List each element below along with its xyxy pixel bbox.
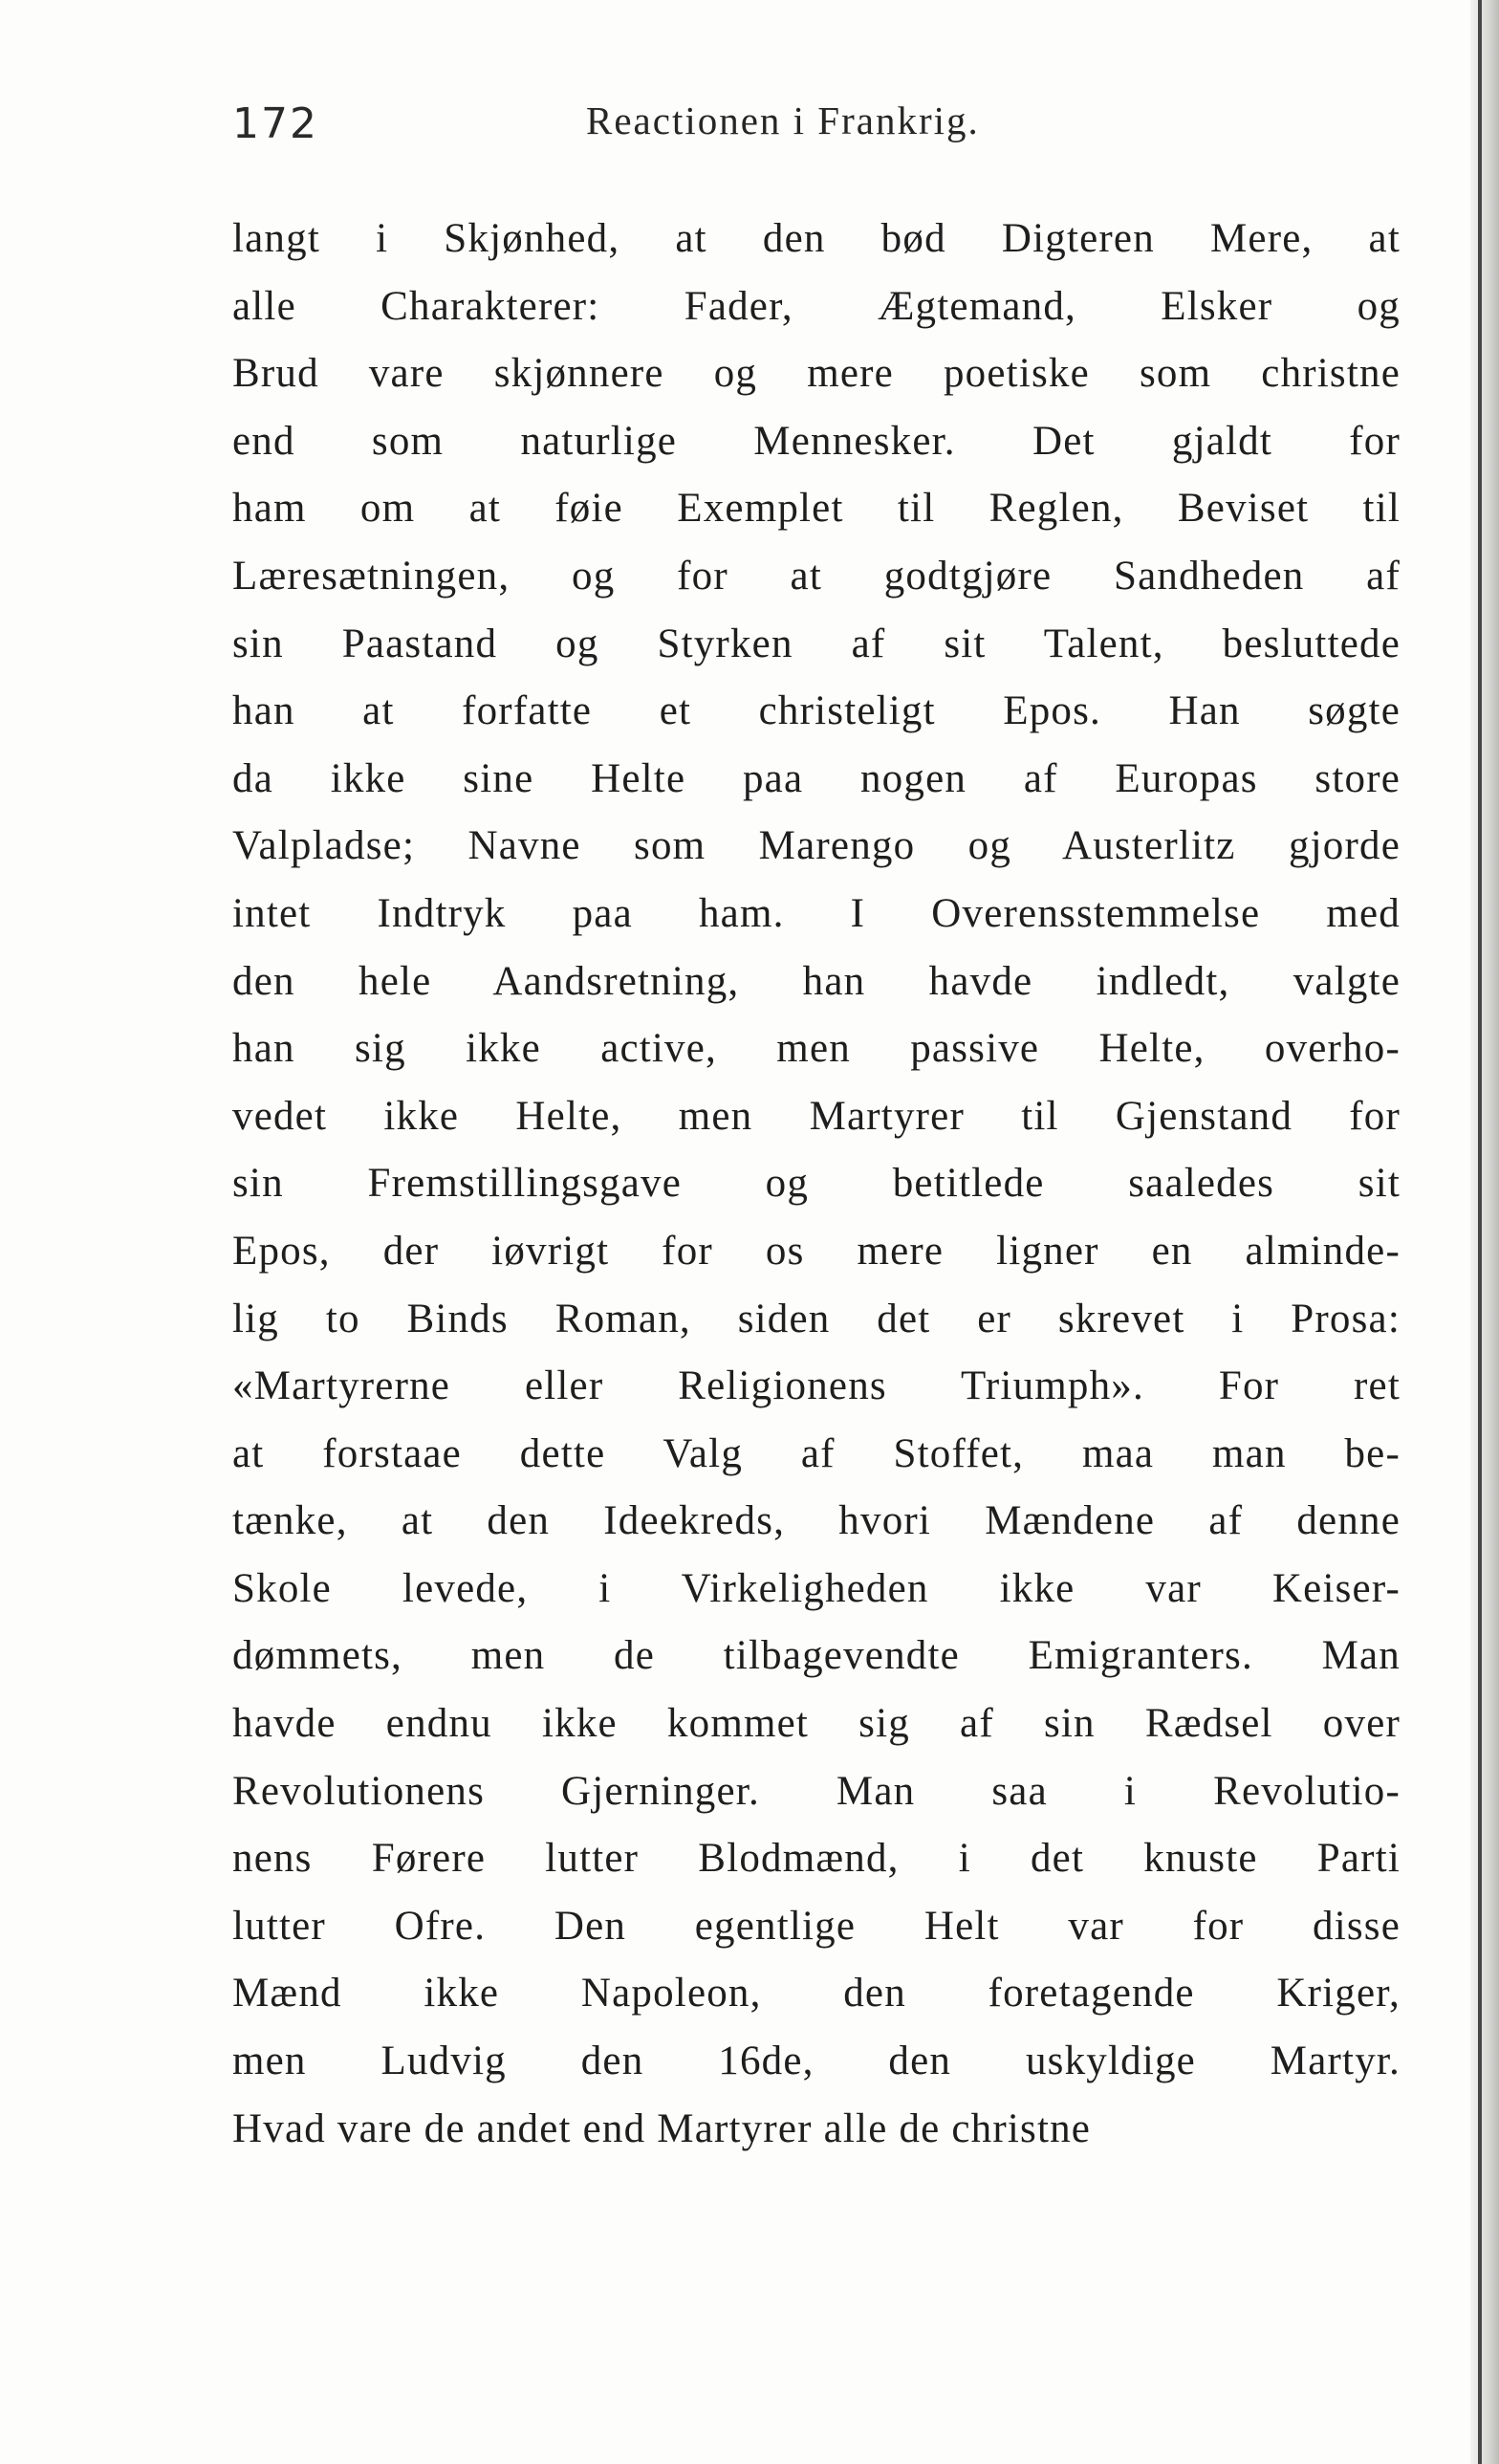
text-line: Epos, der iøvrigt for os mere ligner en alminde- bbox=[232, 1228, 1401, 1274]
text-line: den hele Aandsretning, han havde indledt, valgte bbox=[232, 958, 1401, 1004]
text-line: end som naturlige Mennesker. Det gjaldt for bbox=[232, 418, 1401, 464]
text-line: intet Indtryk paa ham. I Overensstemmelse med bbox=[232, 890, 1401, 936]
text-line: havde endnu ikke kommet sig af sin Rædsel over bbox=[232, 1701, 1401, 1747]
text-line: tænke, at den Ideekreds, hvori Mændene af denne bbox=[232, 1498, 1401, 1544]
text-line: sin Fremstillingsgave og betitlede saaledes sit bbox=[232, 1161, 1401, 1207]
text-line: han sig ikke active, men passive Helte, overho- bbox=[232, 1026, 1401, 1072]
text-line: men Ludvig den 16de, den uskyldige Martyr. bbox=[232, 2039, 1401, 2084]
text-line: Revolutionens Gjerninger. Man saa i Revolutio- bbox=[232, 1768, 1401, 1814]
text-line: vedet ikke Helte, men Martyrer til Gjenstand for bbox=[232, 1093, 1401, 1139]
text-line: Skole levede, i Virkeligheden ikke var Keiser- bbox=[232, 1565, 1401, 1611]
text-line: alle Charakterer: Fader, Ægtemand, Elsker og bbox=[232, 283, 1401, 329]
text-line: langt i Skjønhed, at den bød Digteren Mere, at bbox=[232, 216, 1401, 261]
page-edge-shadow bbox=[1470, 0, 1499, 2464]
page-number: 172 bbox=[232, 99, 318, 148]
text-line: «Martyrerne eller Religionens Triumph». For ret bbox=[232, 1363, 1401, 1409]
text-line: sin Paastand og Styrken af sit Talent, besluttede bbox=[232, 621, 1401, 666]
text-line: Valpladse; Navne som Marengo og Austerlitz gjorde bbox=[232, 823, 1401, 869]
text-line: Læresætningen, og for at godtgjøre Sandheden af bbox=[232, 553, 1401, 599]
page-edge-line bbox=[1478, 0, 1482, 2464]
text-line: nens Førere lutter Blodmænd, i det knuste Parti bbox=[232, 1836, 1401, 1882]
text-line: lig to Binds Roman, siden det er skrevet i Prosa: bbox=[232, 1296, 1401, 1341]
body-text bbox=[232, 206, 1401, 2163]
text-line: da ikke sine Helte paa nogen af Europas store bbox=[232, 755, 1401, 801]
running-head: Reactionen i Frankrig. bbox=[586, 98, 980, 142]
text-line: ham om at føie Exemplet til Reglen, Beviset til bbox=[232, 486, 1401, 532]
text-line: han at forfatte et christeligt Epos. Han søgte bbox=[232, 688, 1401, 734]
text-line: dømmets, men de tilbagevendte Emigranters. Man bbox=[232, 1633, 1401, 1679]
text-line: lutter Ofre. Den egentlige Helt var for disse bbox=[232, 1903, 1401, 1949]
text-line: at forstaae dette Valg af Stoffet, maa man be- bbox=[232, 1430, 1401, 1476]
page-header bbox=[232, 92, 1401, 159]
text-line: Brud vare skjønnere og mere poetiske som christne bbox=[232, 351, 1401, 397]
text-line: Hvad vare de andet end Martyrer alle de christne bbox=[232, 2105, 1092, 2151]
text-line: Mænd ikke Napoleon, den foretagende Kriger, bbox=[232, 1971, 1401, 2017]
